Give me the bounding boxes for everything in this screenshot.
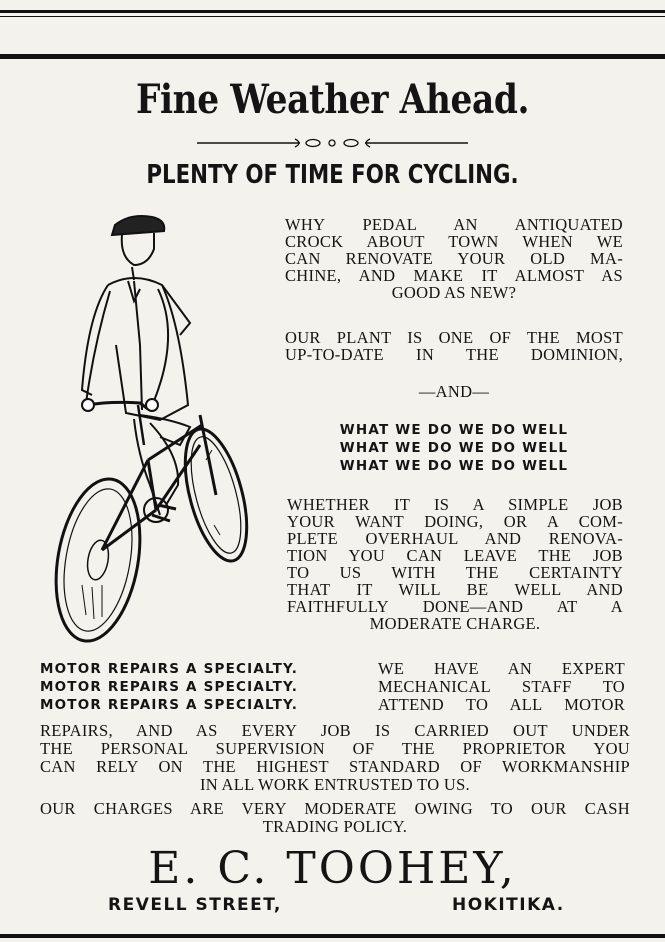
whether-line: MODERATE CHARGE. — [369, 614, 541, 633]
cyclist-illustration — [30, 205, 260, 650]
staff-paragraph — [378, 660, 625, 714]
repairs-paragraph — [40, 722, 630, 794]
plant-line: OUR PLANT IS ONE OF THE MOST — [285, 328, 623, 347]
intro-line: WHY PEDAL AN ANTIQUATED — [285, 215, 623, 234]
whether-line: TION YOU CAN LEAVE THE JOB — [287, 546, 623, 565]
charges-line: TRADING POLICY. — [262, 817, 408, 836]
staff-line: ATTEND TO ALL MOTOR — [378, 695, 625, 714]
ad-top-border — [0, 54, 665, 59]
and-text: —AND— — [418, 382, 490, 401]
plant-paragraph — [285, 329, 623, 363]
intro-line: GOOD AS NEW? — [391, 283, 517, 302]
bottom-border — [0, 934, 665, 938]
repairs-line: IN ALL WORK ENTRUSTED TO US. — [200, 775, 470, 794]
motor-slogan-block — [40, 660, 365, 714]
plant-line: UP-TO-DATE IN THE DOMINION, — [285, 345, 623, 364]
repairs-line: REPAIRS, AND AS EVERY JOB IS CARRIED OUT UNDER — [40, 721, 630, 740]
whether-line: THAT IT WILL BE WELL AND — [287, 580, 623, 599]
slogan-block — [285, 421, 623, 475]
whether-line: FAITHFULLY DONE—AND AT A — [287, 597, 623, 616]
intro-line: CAN RENOVATE YOUR OLD MA- — [285, 249, 623, 268]
motor-slogan-line: MOTOR REPAIRS A SPECIALTY. — [40, 697, 299, 713]
intro-line: CROCK ABOUT TOWN WHEN WE — [285, 232, 623, 251]
intro-line: CHINE, AND MAKE IT ALMOST AS — [285, 266, 623, 285]
whether-line: PLETE OVERHAUL AND RENOVA- — [287, 529, 623, 548]
ornament-divider — [195, 136, 470, 150]
whether-line: YOUR WANT DOING, OR A COM- — [287, 512, 623, 531]
street-address: REVELL STREET, — [108, 895, 282, 915]
charges-paragraph — [40, 800, 630, 836]
charges-line: OUR CHARGES ARE VERY MODERATE OWING TO OUR CASH — [40, 799, 630, 818]
whether-line: WHETHER IT IS A SIMPLE JOB — [287, 495, 623, 514]
subheadline: PLENTY OF TIME FOR CYCLING. — [146, 160, 519, 190]
whether-line: TO US WITH THE CERTAINTY — [287, 563, 623, 582]
whether-paragraph — [287, 496, 623, 632]
slogan-line: WHAT WE DO WE DO WELL — [339, 440, 569, 456]
slogan-line: WHAT WE DO WE DO WELL — [339, 458, 569, 474]
repairs-line: THE PERSONAL SUPERVISION OF THE PROPRIETOR YOU — [40, 739, 630, 758]
town-name: HOKITIKA. — [452, 895, 565, 915]
top-border-thin — [0, 16, 665, 17]
proprietor-name: E. C. TOOHEY, — [148, 843, 517, 894]
repairs-line: CAN RELY ON THE HIGHEST STANDARD OF WORKMANSHIP — [40, 757, 630, 776]
staff-line: MECHANICAL STAFF TO — [378, 677, 625, 696]
slogan-line: WHAT WE DO WE DO WELL — [339, 422, 569, 438]
top-border — [0, 10, 665, 13]
intro-paragraph — [285, 216, 623, 301]
staff-line: WE HAVE AN EXPERT — [378, 659, 625, 678]
and-divider — [285, 383, 623, 400]
motor-slogan-line: MOTOR REPAIRS A SPECIALTY. — [40, 661, 299, 677]
motor-slogan-line: MOTOR REPAIRS A SPECIALTY. — [40, 679, 299, 695]
headline: Fine Weather Ahead. — [136, 76, 529, 123]
